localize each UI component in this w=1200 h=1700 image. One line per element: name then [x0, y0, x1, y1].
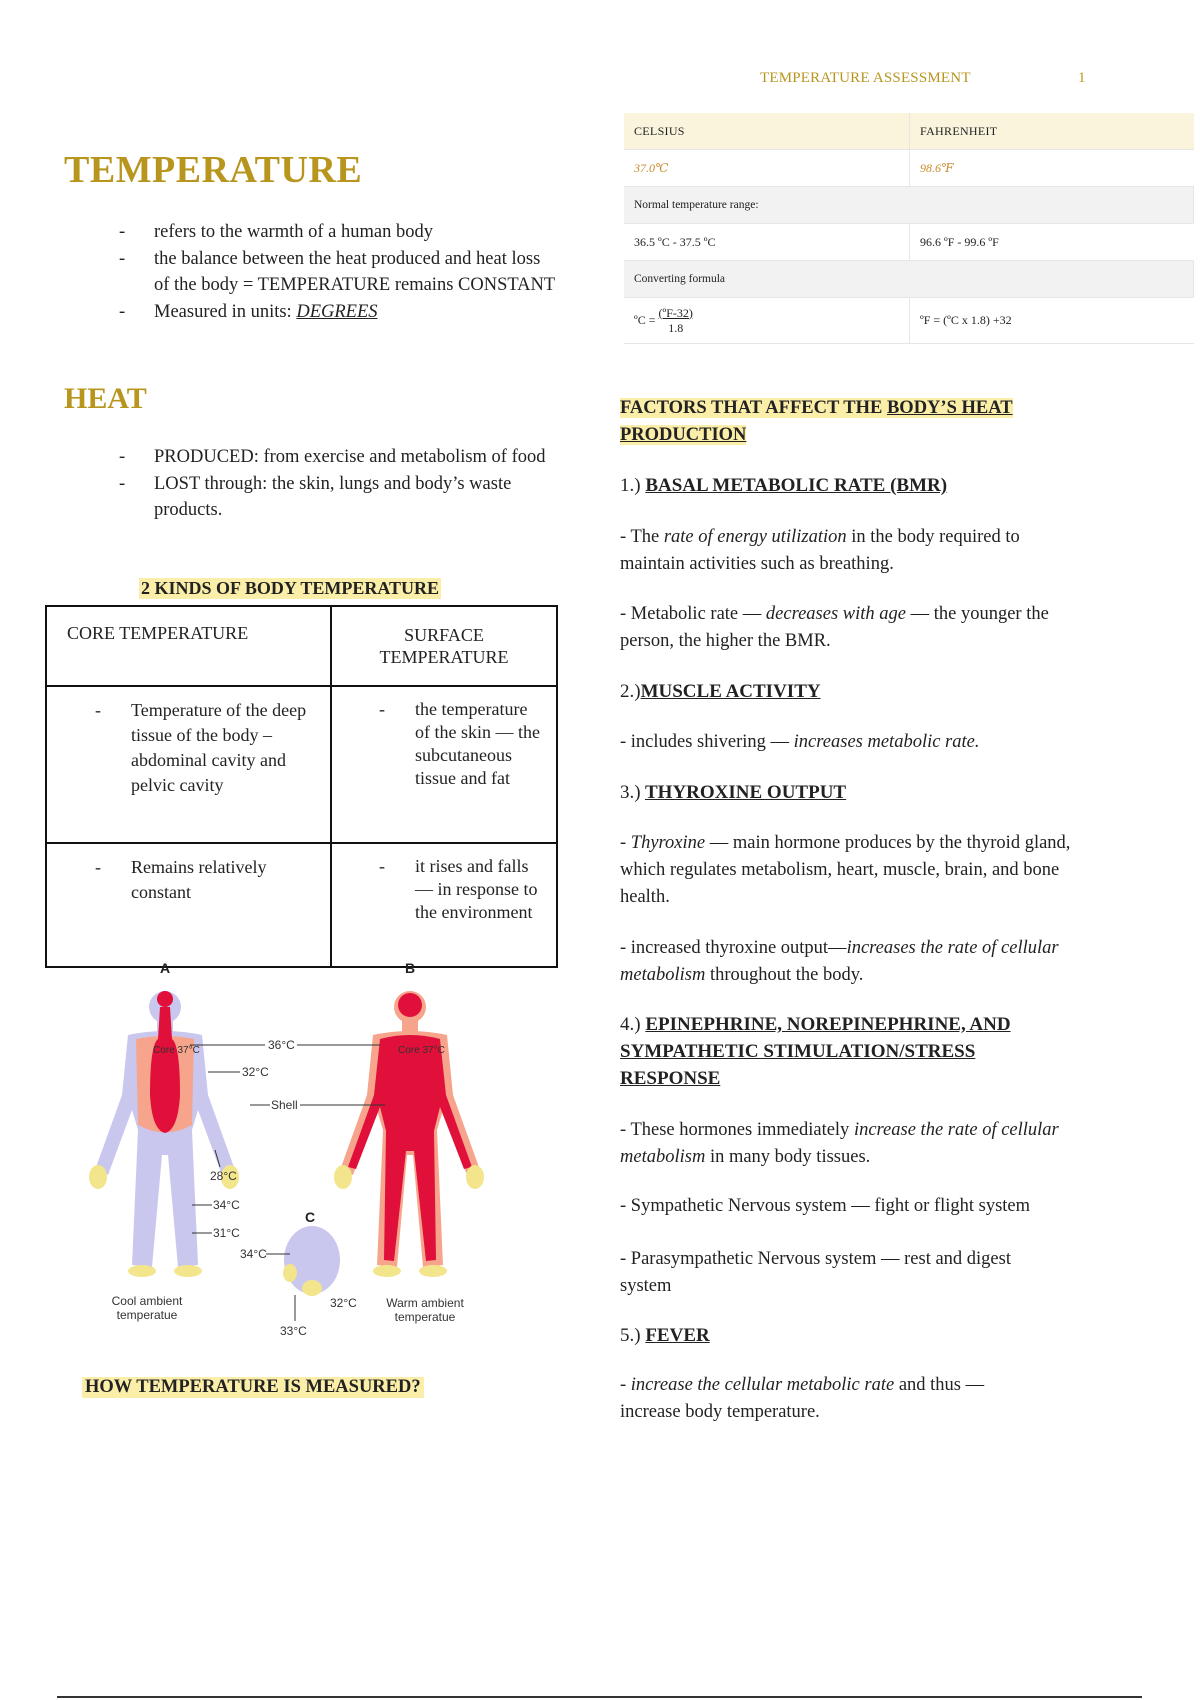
label-a: A: [159, 960, 171, 976]
fahrenheit-formula: ºF = (ºC x 1.8) +32: [910, 298, 1194, 344]
factor-4-heading: [620, 1011, 1060, 1092]
heat-list: [119, 444, 559, 524]
factor-3-heading: [620, 779, 1120, 806]
figure-a-left-hand: [89, 1165, 107, 1189]
figure-b: [334, 991, 484, 1277]
factors-title-part1: FACTORS THAT AFFECT THE: [620, 398, 887, 418]
factor-3-text2: - increased thyroxine output—increases the rate of cellular metabolism throughout the body.: [620, 938, 1059, 985]
list-item: - the balance between the heat produced and heat loss of the body = TEMPERATURE remains CONSTANT: [119, 246, 559, 299]
factor-5-text: - increase the cellular metabolic rate and thus — increase body temperature.: [620, 1375, 985, 1422]
factor-1-title: BASAL METABOLIC RATE (BMR): [645, 475, 948, 496]
list-item: - refers to the warmth of a human body: [119, 219, 559, 246]
celsius-formula-prefix: ºC =: [634, 312, 659, 327]
surface-header-text: SURFACE TEMPERATURE: [379, 625, 509, 667]
temp-34: 34°C: [213, 1198, 240, 1212]
celsius-formula: [624, 298, 910, 344]
factor-2-number: 2.): [620, 681, 641, 702]
temperature-list: [119, 219, 559, 325]
factor-2-title: MUSCLE ACTIVITY: [640, 681, 821, 702]
figure-a-core: [150, 1007, 180, 1133]
factor-1-heading: [620, 472, 1120, 499]
fahrenheit-header: FAHRENHEIT: [910, 113, 1194, 150]
factor-3-title: THYROXINE OUTPUT: [645, 782, 847, 803]
factor-5-number: 5.): [620, 1325, 641, 1346]
figure-b-right-hand: [466, 1165, 484, 1189]
factor-4-text1: - These hormones immediately increase the rate of cellular metabolism in many body tissues.: [620, 1120, 1059, 1167]
figure-a-core-label: Core 37°C: [153, 1045, 200, 1056]
core-row2: - Remains relatively constant: [48, 845, 329, 915]
page-number: 1: [1078, 70, 1086, 86]
figure-b-core-label: Core 37°C: [398, 1045, 445, 1056]
kinds-table: [45, 605, 558, 968]
conversion-table: [624, 113, 1194, 344]
factor-1-number: 1.): [620, 475, 641, 496]
factor-4-text3: - Parasympathetic Nervous system — rest and digest system: [620, 1249, 1011, 1296]
label-c: C: [304, 1209, 316, 1225]
list-item: [119, 299, 559, 326]
factor-1-text2: - Metabolic rate — decreases with age — the younger the person, the higher the BMR.: [620, 604, 1049, 651]
formula-label: Converting formula: [624, 261, 1194, 298]
warm-ambient-line1: Warm ambient: [386, 1296, 464, 1310]
temp-28: 28°C: [210, 1169, 237, 1183]
factors-title: [620, 395, 1070, 449]
factor-4-text2: - Sympathetic Nervous system — fight or flight system: [620, 1196, 1031, 1216]
celsius-formula-denominator: 1.8: [668, 320, 684, 335]
normal-range-label: Normal temperature range:: [624, 187, 1194, 224]
figure-b-left-foot: [373, 1265, 401, 1277]
body-temperature-diagram: [80, 955, 500, 1345]
factors-title-part2: BODY’S HEAT PRODUCTION: [620, 398, 1013, 445]
cool-ambient-line1: Cool ambient: [111, 1294, 183, 1308]
factor-5-title: FEVER: [645, 1325, 710, 1346]
temp-32: 32°C: [242, 1065, 269, 1079]
temp-36: 36°C: [268, 1038, 295, 1052]
table-cell: [46, 686, 331, 843]
temp-33-c: 33°C: [280, 1324, 307, 1338]
factor-3-text1: - Thyroxine — main hormone produces by the thyroid gland, which regulates metabolism, heart, muscle, brain, and bone health.: [620, 833, 1071, 907]
cool-ambient-line2: temperatue: [116, 1308, 178, 1322]
core-temperature-header: CORE TEMPERATURE: [46, 606, 331, 686]
figure-a-left-foot: [128, 1265, 156, 1277]
celsius-header: CELSIUS: [624, 113, 910, 150]
figure-a-right-foot: [174, 1265, 202, 1277]
measured-units-label: Measured in units:: [154, 301, 297, 322]
factor-5-heading: [620, 1322, 1120, 1349]
celsius-range: 36.5 ºC - 37.5 ºC: [624, 224, 910, 261]
kinds-title: 2 KINDS OF BODY TEMPERATURE: [141, 578, 440, 598]
figure-c: [283, 1226, 340, 1296]
temperature-title: TEMPERATURE: [64, 149, 363, 191]
table-cell: [331, 843, 557, 967]
bottom-divider: [57, 1696, 1142, 1698]
core-row1: - Temperature of the deep tissue of the body – abdominal cavity and pelvic cavity: [48, 688, 329, 808]
factor-1-text1: - The rate of energy utilization in the body required to maintain activities such as breathing.: [620, 527, 1020, 574]
list-item: - PRODUCED: from exercise and metabolism of food: [119, 444, 559, 471]
how-measured-title: HOW TEMPERATURE IS MEASURED?: [82, 1377, 424, 1398]
figure-b-left-hand: [334, 1165, 352, 1189]
table-cell: [46, 843, 331, 967]
celsius-value: 37.0℃: [624, 150, 910, 187]
shell-label: Shell: [271, 1098, 298, 1112]
figure-b-right-foot: [419, 1265, 447, 1277]
fahrenheit-value: 98.6℉: [910, 150, 1194, 187]
table-cell: [331, 686, 557, 843]
factor-2-text: - includes shivering — increases metabolic rate.: [620, 732, 980, 752]
factor-4-number: 4.): [620, 1014, 641, 1035]
temp-31: 31°C: [213, 1226, 240, 1240]
heat-title: HEAT: [64, 382, 147, 415]
label-b: B: [404, 960, 416, 976]
temp-32-c: 32°C: [330, 1296, 357, 1310]
factor-4-title: EPINEPHRINE, NOREPINEPHRINE, AND SYMPATHETIC STIMULATION/STRESS RESPONSE: [620, 1014, 1011, 1089]
surface-row2: - it rises and falls — in response to the environment: [333, 845, 555, 934]
fahrenheit-range: 96.6 ºF - 99.6 ºF: [910, 224, 1194, 261]
factor-3-number: 3.): [620, 782, 641, 803]
page-header-title: TEMPERATURE ASSESSMENT: [760, 70, 971, 86]
degrees-unit: DEGREES: [296, 301, 378, 322]
figure-b-core: [348, 1035, 472, 1261]
celsius-formula-numerator: (ºF-32): [658, 305, 693, 320]
surface-row1: - the temperature of the skin — the subcutaneous tissue and fat: [333, 688, 555, 800]
list-item: - LOST through: the skin, lungs and body’s waste products.: [119, 471, 559, 524]
temp-34-c: 34°C: [240, 1247, 267, 1261]
surface-temperature-header: [331, 606, 557, 686]
factor-2-heading: [620, 678, 1120, 705]
warm-ambient-line2: temperatue: [394, 1310, 456, 1324]
